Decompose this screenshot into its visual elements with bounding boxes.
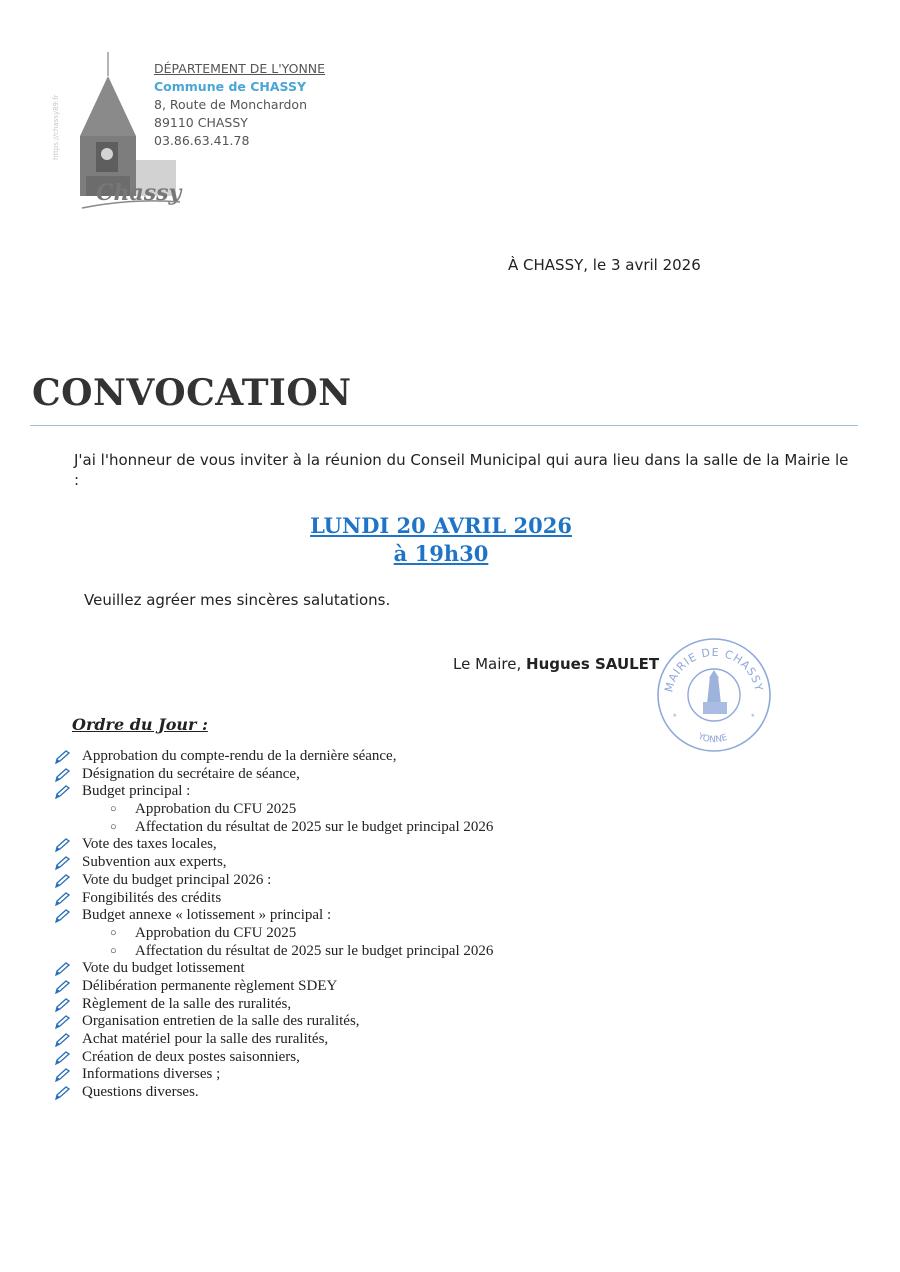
- agenda-subitem: [52, 801, 652, 819]
- svg-text:YONNE: [695, 731, 729, 745]
- pencil-icon: [54, 998, 70, 1012]
- pencil-icon: [54, 838, 70, 852]
- agenda-item: [52, 960, 652, 978]
- agenda-item: [52, 783, 652, 801]
- mairie-stamp: [655, 636, 773, 754]
- pencil-icon: [54, 785, 70, 799]
- meeting-time: à 19h30: [393, 541, 489, 566]
- pencil-icon: [54, 874, 70, 888]
- agenda-subitem: [52, 943, 652, 961]
- pencil-icon: [54, 962, 70, 976]
- agenda-item: [52, 836, 652, 854]
- pencil-icon: [54, 856, 70, 870]
- agenda-item-text: Affectation du résultat de 2025 sur le budget principal 2026: [135, 942, 494, 959]
- agenda-item: [52, 996, 652, 1014]
- pencil-icon: [54, 1086, 70, 1100]
- signature-name: Hugues SAULET: [526, 655, 660, 673]
- meeting-datetime: [200, 512, 682, 568]
- address-line: 8, Route de Monchardon: [154, 97, 307, 112]
- pencil-icon: [54, 1033, 70, 1047]
- agenda-item-text: Vote des taxes locales,: [82, 836, 217, 853]
- agenda-item-text: Organisation entretien de la salle des ruralités,: [82, 1013, 360, 1030]
- agenda-title: Ordre du Jour :: [72, 715, 208, 734]
- svg-text:https://chassy89.fr: https://chassy89.fr: [52, 94, 60, 160]
- hollow-bullet-icon: ○: [110, 944, 117, 957]
- postal-line: 89110 CHASSY: [154, 115, 248, 130]
- logo-script-text: Chassy: [96, 180, 182, 206]
- pencil-icon: [54, 892, 70, 906]
- agenda-item-text: Affectation du résultat de 2025 sur le budget principal 2026: [135, 818, 494, 835]
- agenda-item-text: Règlement de la salle des ruralités,: [82, 995, 292, 1012]
- agenda-item-text: Budget principal :: [82, 783, 191, 800]
- pencil-icon: [54, 909, 70, 923]
- agenda-item: [52, 1013, 652, 1031]
- agenda-item: [52, 872, 652, 890]
- date-line: À CHASSY, le 3 avril 2026: [508, 256, 701, 274]
- page-title: CONVOCATION: [32, 372, 352, 414]
- title-divider: [30, 425, 858, 426]
- agenda-item: [52, 1049, 652, 1067]
- meeting-date: LUNDI 20 AVRIL 2026: [310, 513, 572, 538]
- stamp-bottom-text: YONNE: [696, 731, 729, 746]
- agenda-item-text: Approbation du CFU 2025: [135, 924, 297, 941]
- agenda-item-text: Vote du budget principal 2026 :: [82, 871, 272, 888]
- agenda-item-text: Délibération permanente règlement SDEY: [82, 977, 338, 994]
- pencil-icon: [54, 750, 70, 764]
- agenda-item-text: Vote du budget lotissement: [82, 960, 245, 977]
- pencil-icon: [54, 1015, 70, 1029]
- agenda-item: [52, 890, 652, 908]
- agenda-subitem: [52, 819, 652, 837]
- agenda-item: [52, 907, 652, 925]
- agenda-item: [52, 1066, 652, 1084]
- hollow-bullet-icon: ○: [110, 926, 117, 939]
- svg-text:*: *: [751, 712, 755, 722]
- agenda-item: [52, 766, 652, 784]
- department-name: DÉPARTEMENT DE L'YONNE: [154, 61, 326, 76]
- agenda-item-text: Fongibilités des crédits: [82, 889, 222, 906]
- pencil-icon: [54, 768, 70, 782]
- agenda-item-text: Création de deux postes saisonniers,: [82, 1048, 300, 1065]
- pencil-icon: [54, 1051, 70, 1065]
- agenda-item: [52, 978, 652, 996]
- agenda-item-text: Budget annexe « lotissement » principal :: [82, 907, 332, 924]
- agenda-item: [52, 854, 652, 872]
- signature-role: Le Maire,: [453, 655, 522, 673]
- agenda-item-text: Désignation du secrétaire de séance,: [82, 765, 300, 782]
- agenda-item-text: Questions diverses.: [82, 1084, 199, 1101]
- agenda-list: [52, 748, 652, 1102]
- svg-text:*: *: [673, 712, 677, 722]
- phone-number: 03.86.63.41.78: [154, 133, 250, 148]
- pencil-icon: [54, 1068, 70, 1082]
- greeting: Veuillez agréer mes sincères salutations.: [84, 591, 391, 609]
- signature-line: [453, 655, 659, 673]
- hollow-bullet-icon: ○: [110, 803, 117, 816]
- hollow-bullet-icon: ○: [110, 820, 117, 833]
- agenda-item-text: Approbation du CFU 2025: [135, 801, 297, 818]
- commune-name: Commune de CHASSY: [154, 79, 307, 94]
- agenda-item-text: Approbation du compte-rendu de la dernière séance,: [82, 748, 397, 764]
- agenda-item-text: Subvention aux experts,: [82, 854, 227, 871]
- agenda-item: [52, 1084, 652, 1102]
- stamp-top-text: MAIRIE DE CHASSY: [662, 645, 766, 694]
- agenda-item: [52, 1031, 652, 1049]
- agenda-item-text: Informations diverses ;: [82, 1066, 221, 1083]
- intro-paragraph: J'ai l'honneur de vous inviter à la réunion du Conseil Municipal qui aura lieu dans la salle de la Mairie le :: [74, 451, 849, 489]
- agenda-item: [52, 748, 652, 766]
- agenda-item-text: Achat matériel pour la salle des ruralités,: [82, 1031, 329, 1047]
- pencil-icon: [54, 980, 70, 994]
- commune-header: [154, 60, 325, 150]
- agenda-subitem: [52, 925, 652, 943]
